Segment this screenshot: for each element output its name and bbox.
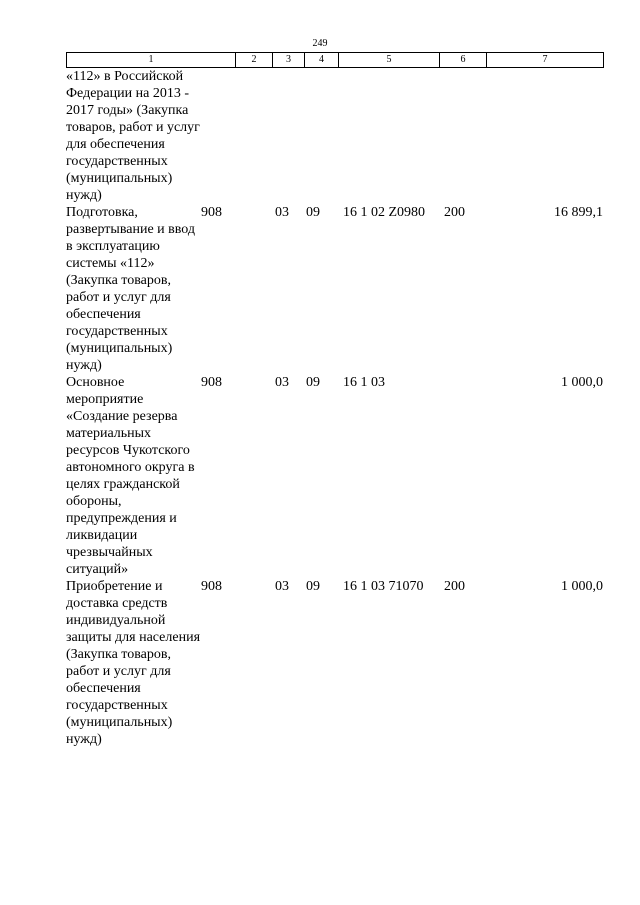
table-row bbox=[66, 68, 603, 204]
column-header-table bbox=[66, 52, 604, 68]
row-target: 16 1 03 bbox=[343, 375, 385, 390]
row-amount: 1 000,0 bbox=[561, 375, 603, 390]
row-subsection: 09 bbox=[306, 375, 320, 390]
row-name: Приобретение и доставка средств индивидуальной защиты для населения (Закупка товаров, работ и услуг для обеспечения государственных (муниципальных) нужд) bbox=[66, 579, 201, 747]
row-target: 16 1 02 Z0980 bbox=[343, 205, 426, 220]
row-amount: 1 000,0 bbox=[561, 579, 603, 594]
row-name: «112» в Российской Федерации на 2013 - 2017 годы» (Закупка товаров, работ и услуг для обеспечения государственных (муниципальных) нужд) bbox=[66, 69, 200, 203]
row-name: Подготовка, развертывание и ввод в эксплуатацию системы «112» (Закупка товаров, работ и услуг для обеспечения государственных (муниципальных) нужд) bbox=[66, 205, 196, 373]
row-expense-type: 200 bbox=[444, 205, 465, 220]
row-code: 908 bbox=[201, 205, 222, 220]
row-target: 16 1 03 71070 bbox=[343, 579, 424, 594]
page-number: 249 bbox=[312, 38, 328, 49]
row-code: 908 bbox=[201, 579, 222, 594]
column-header-4: 4 bbox=[305, 53, 339, 68]
table-body bbox=[66, 68, 603, 748]
column-header-5: 5 bbox=[339, 53, 440, 68]
row-expense-type: 200 bbox=[444, 579, 465, 594]
row-section: 03 bbox=[275, 579, 289, 594]
row-code: 908 bbox=[201, 375, 222, 390]
column-header-2: 2 bbox=[236, 53, 273, 68]
column-header-row bbox=[67, 53, 604, 68]
row-subsection: 09 bbox=[306, 579, 320, 594]
row-name: Основное мероприятие «Создание резерва материальных ресурсов Чукотского автономного округа в целях гражданской обороны, предупреждения и ликвидации чрезвычайных ситуаций» bbox=[66, 375, 195, 577]
row-subsection: 09 bbox=[306, 205, 320, 220]
table-row bbox=[66, 374, 603, 578]
column-header-7: 7 bbox=[487, 53, 604, 68]
table-row bbox=[66, 578, 603, 748]
row-section: 03 bbox=[275, 205, 289, 220]
column-header-3: 3 bbox=[273, 53, 305, 68]
column-header-6: 6 bbox=[440, 53, 487, 68]
column-header-1: 1 bbox=[67, 53, 236, 68]
row-section: 03 bbox=[275, 375, 289, 390]
table-row bbox=[66, 204, 603, 374]
row-amount: 16 899,1 bbox=[554, 205, 603, 220]
